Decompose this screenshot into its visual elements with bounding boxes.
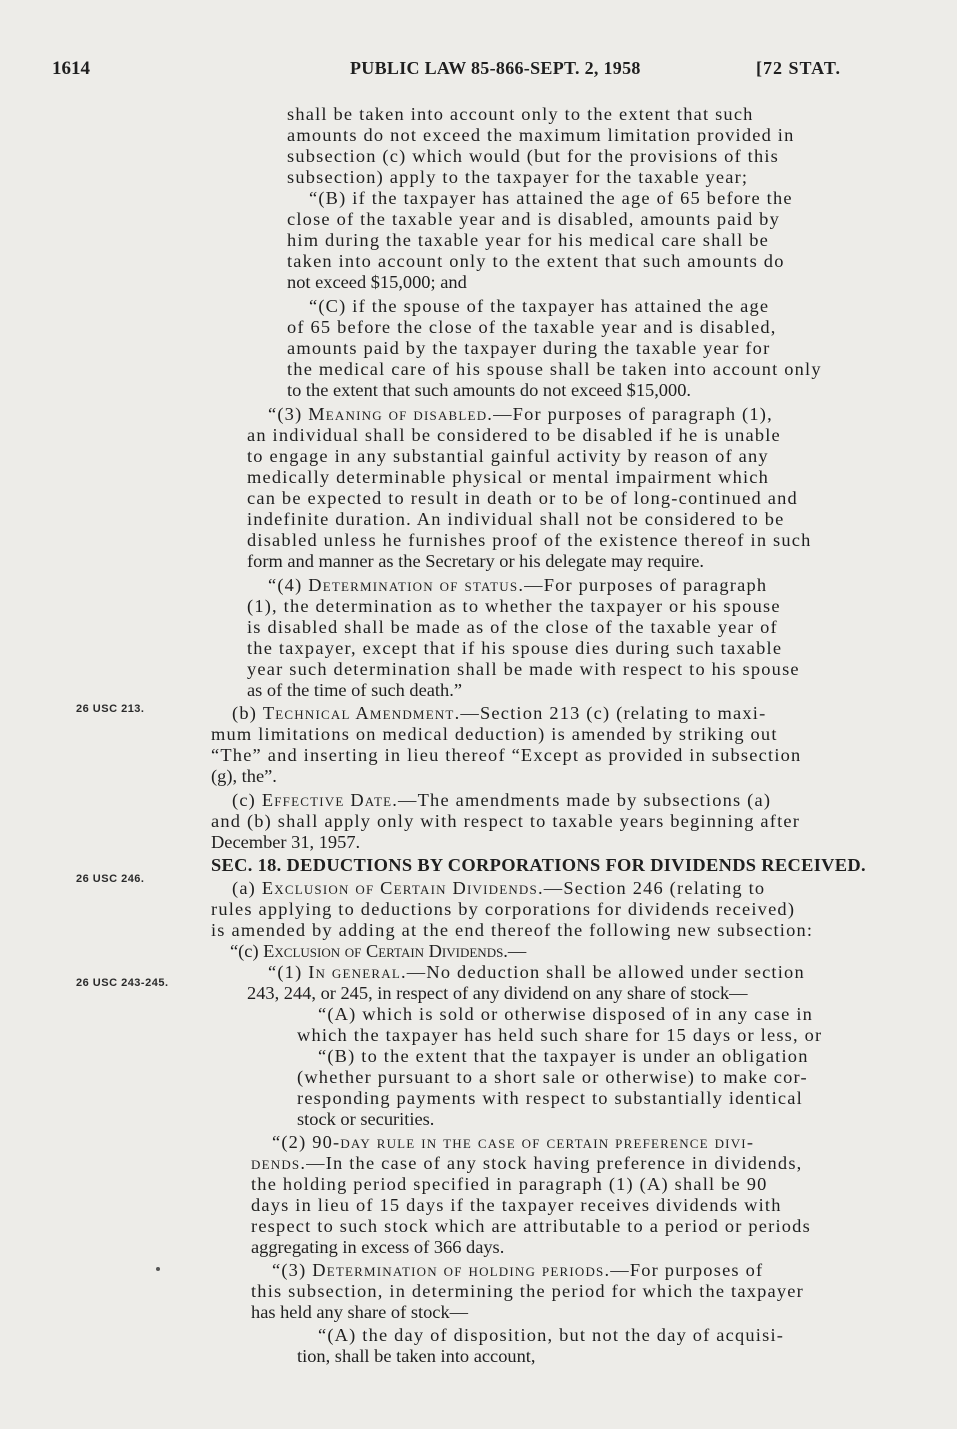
line-text: “(B) to the extent that the taxpayer is under an obligation	[318, 1046, 809, 1066]
text-line	[318, 1004, 813, 1025]
text-line	[247, 488, 798, 509]
text-line	[247, 425, 781, 446]
text-line	[211, 766, 277, 787]
text-line	[232, 703, 766, 724]
line-text: an individual shall be considered to be disabled if he is unable	[247, 425, 781, 445]
text-line	[247, 638, 782, 659]
text-line	[287, 359, 822, 380]
page-number: 1614	[52, 58, 90, 79]
paragraph-marker: “(1)	[268, 962, 309, 982]
text-line	[251, 1302, 468, 1323]
text-line	[287, 251, 785, 272]
line-text: —The amendments made by subsections (a)	[398, 790, 772, 810]
text-line	[287, 380, 691, 401]
line-text: tion, shall be taken into account,	[297, 1346, 536, 1366]
line-text: of 65 before the close of the taxable year and is disabled,	[287, 317, 777, 337]
text-line	[297, 1088, 803, 1109]
line-text: “(A) which is sold or otherwise disposed of in any case in	[318, 1004, 814, 1024]
text-line	[232, 878, 765, 899]
line-text: —For purposes of paragraph (1),	[493, 404, 773, 424]
line-text: December 31, 1957.	[211, 832, 361, 852]
text-line	[309, 188, 793, 209]
line-text: close of the taxable year and is disabled, amounts paid by	[287, 209, 780, 229]
caption-heading: Meaning of disabled.	[308, 404, 494, 424]
text-line	[251, 1195, 782, 1216]
text-line	[251, 1216, 811, 1237]
line-text: —In the case of any stock having preference in dividends,	[306, 1153, 803, 1173]
line-text: “The” and inserting in lieu thereof “Except as provided in subsection	[211, 745, 802, 765]
text-line	[297, 1067, 808, 1088]
line-text: the holding period specified in paragraph (1) (A) shall be 90	[251, 1174, 768, 1194]
text-line	[297, 1109, 434, 1130]
text-line	[232, 790, 771, 811]
text-line	[247, 596, 781, 617]
text-line	[247, 467, 769, 488]
line-text: can be expected to result in death or to be of long-continued and	[247, 488, 798, 508]
text-line	[247, 509, 785, 530]
line-text: —Section 246 (relating to	[543, 878, 766, 898]
text-line	[211, 745, 801, 766]
line-text: subsection (c) which would (but for the provisions of this	[287, 146, 780, 166]
text-line	[247, 551, 704, 572]
text-line	[272, 1132, 754, 1153]
paragraph-marker: “(3)	[268, 404, 309, 424]
line-text: which the taxpayer has held such share for 15 days or less, or	[297, 1025, 823, 1045]
line-text: and (b) shall apply only with respect to taxable years beginning after	[211, 811, 801, 831]
line-text: to engage in any substantial gainful activity by reason of any	[247, 446, 769, 466]
text-line	[309, 296, 769, 317]
line-text: “(C) if the spouse of the taxpayer has attained the age	[309, 296, 770, 316]
margin-note: 26 USC 246.	[76, 873, 145, 885]
line-text: stock or securities.	[297, 1109, 435, 1129]
text-line	[211, 832, 360, 853]
section-heading	[211, 855, 866, 876]
line-text: days in lieu of 15 days if the taxpayer receives dividends with	[251, 1195, 782, 1215]
line-text: taken into account only to the extent that such amounts do	[287, 251, 785, 271]
caption-heading: 90-day rule in the case of certain preference divi-	[312, 1132, 755, 1152]
caption-heading: Effective Date.	[261, 790, 399, 810]
paragraph-marker: “(2)	[272, 1132, 313, 1152]
line-text: the taxpayer, except that if his spouse dies during such taxable	[247, 638, 783, 658]
text-line	[287, 272, 467, 293]
caption-heading: Technical Amendment.	[262, 703, 461, 723]
line-text: to the extent that such amounts do not exceed $15,000.	[287, 380, 691, 400]
caption-heading: Determination of status.	[308, 575, 525, 595]
running-title: PUBLIC LAW 85-866-SEPT. 2, 1958	[350, 58, 641, 78]
text-line	[297, 1346, 536, 1367]
text-line	[268, 962, 805, 983]
page-header	[0, 58, 957, 88]
line-text: not exceed $15,000; and	[287, 272, 467, 292]
text-line	[247, 446, 769, 467]
text-line	[211, 899, 795, 920]
text-line	[287, 125, 794, 146]
line-text: respect to such stock which are attributable to a period or periods	[251, 1216, 811, 1236]
line-text: him during the taxable year for his medical care shall be	[287, 230, 770, 250]
text-line	[268, 404, 773, 425]
line-text: rules applying to deductions by corporations for dividends received)	[211, 899, 796, 919]
text-line	[251, 1237, 504, 1258]
text-line	[318, 1325, 784, 1346]
paragraph-marker: “(c)	[230, 941, 264, 961]
line-text: is disabled shall be made as of the close of the taxable year of	[247, 617, 778, 637]
line-text: —	[507, 941, 527, 961]
margin-note: 26 USC 213.	[76, 703, 145, 715]
line-text: “(A) the day of disposition, but not the day of acquisi-	[318, 1325, 785, 1345]
caption-heading: In general.	[308, 962, 407, 982]
text-line	[287, 338, 770, 359]
paragraph-marker: (a)	[232, 878, 262, 898]
line-text: mum limitations on medical deduction) is amended by striking out	[211, 724, 778, 744]
text-line	[297, 1025, 822, 1046]
line-text: indefinite duration. An individual shall not be considered to be	[247, 509, 785, 529]
line-text: aggregating in excess of 366 days.	[251, 1237, 505, 1257]
text-line	[251, 1281, 804, 1302]
line-text: form and manner as the Secretary or his delegate may require.	[247, 551, 705, 571]
line-text: medically determinable physical or mental impairment which	[247, 467, 770, 487]
margin-note: 26 USC 243-245.	[76, 977, 169, 989]
text-line	[251, 1174, 767, 1195]
line-text: (g), the”.	[211, 766, 277, 786]
text-line	[211, 724, 778, 745]
line-text: year such determination shall be made with respect to his spouse	[247, 659, 800, 679]
caption-heading: Exclusion of Certain Dividends.	[263, 941, 508, 961]
line-text: amounts do not exceed the maximum limitation provided in	[287, 125, 795, 145]
text-line	[251, 1153, 802, 1174]
line-text: responding payments with respect to substantially identical	[297, 1088, 803, 1108]
text-line	[287, 146, 779, 167]
text-line	[287, 230, 769, 251]
line-text: —No deduction shall be allowed under section	[406, 962, 805, 982]
statute-reference: [72 STAT.	[756, 58, 842, 78]
text-line	[268, 575, 767, 596]
line-text: has held any share of stock—	[251, 1302, 469, 1322]
text-line	[247, 617, 778, 638]
line-text: —Section 213 (c) (relating to maxi-	[460, 703, 767, 723]
line-text: SEC. 18. DEDUCTIONS BY CORPORATIONS FOR DIVIDENDS RECEIVED.	[211, 855, 866, 875]
line-text: shall be taken into account only to the extent that such	[287, 104, 754, 124]
line-text: —For purposes of paragraph	[524, 575, 768, 595]
line-text: the medical care of his spouse shall be taken into account only	[287, 359, 822, 379]
text-line	[287, 317, 777, 338]
text-line	[272, 1260, 763, 1281]
line-text: “(B) if the taxpayer has attained the age of 65 before the	[309, 188, 793, 208]
line-text: is amended by adding at the end thereof the following new subsection:	[211, 920, 814, 940]
text-line	[211, 920, 813, 941]
line-text: this subsection, in determining the period for which the taxpayer	[251, 1281, 804, 1301]
text-line	[287, 209, 780, 230]
paragraph-marker: “(3)	[272, 1260, 313, 1280]
text-line	[287, 167, 748, 188]
text-line	[247, 680, 462, 701]
line-text: subsection) apply to the taxpayer for the taxable year;	[287, 167, 749, 187]
paragraph-marker: (c)	[232, 790, 262, 810]
text-line	[211, 811, 800, 832]
paragraph-marker: (b)	[232, 703, 263, 723]
text-line	[287, 104, 754, 125]
caption-heading: Exclusion of Certain Dividends.	[261, 878, 544, 898]
line-text: 243, 244, or 245, in respect of any dividend on any share of stock—	[247, 983, 748, 1003]
line-text: (1), the determination as to whether the taxpayer or his spouse	[247, 596, 781, 616]
text-line	[247, 659, 800, 680]
text-line	[247, 983, 748, 1004]
line-text: disabled unless he furnishes proof of the existence thereof in such	[247, 530, 812, 550]
line-text: (whether pursuant to a short sale or otherwise) to make cor-	[297, 1067, 808, 1087]
caption-heading: Determination of holding periods.	[312, 1260, 611, 1280]
line-text: —For purposes of	[610, 1260, 764, 1280]
paragraph-marker: “(4)	[268, 575, 309, 595]
scan-speck	[156, 1267, 160, 1271]
text-line	[247, 530, 812, 551]
text-line	[318, 1046, 809, 1067]
caption-heading: dends.	[251, 1153, 307, 1173]
line-text: as of the time of such death.”	[247, 680, 462, 700]
line-text: amounts paid by the taxpayer during the taxable year for	[287, 338, 771, 358]
text-line	[230, 941, 526, 962]
